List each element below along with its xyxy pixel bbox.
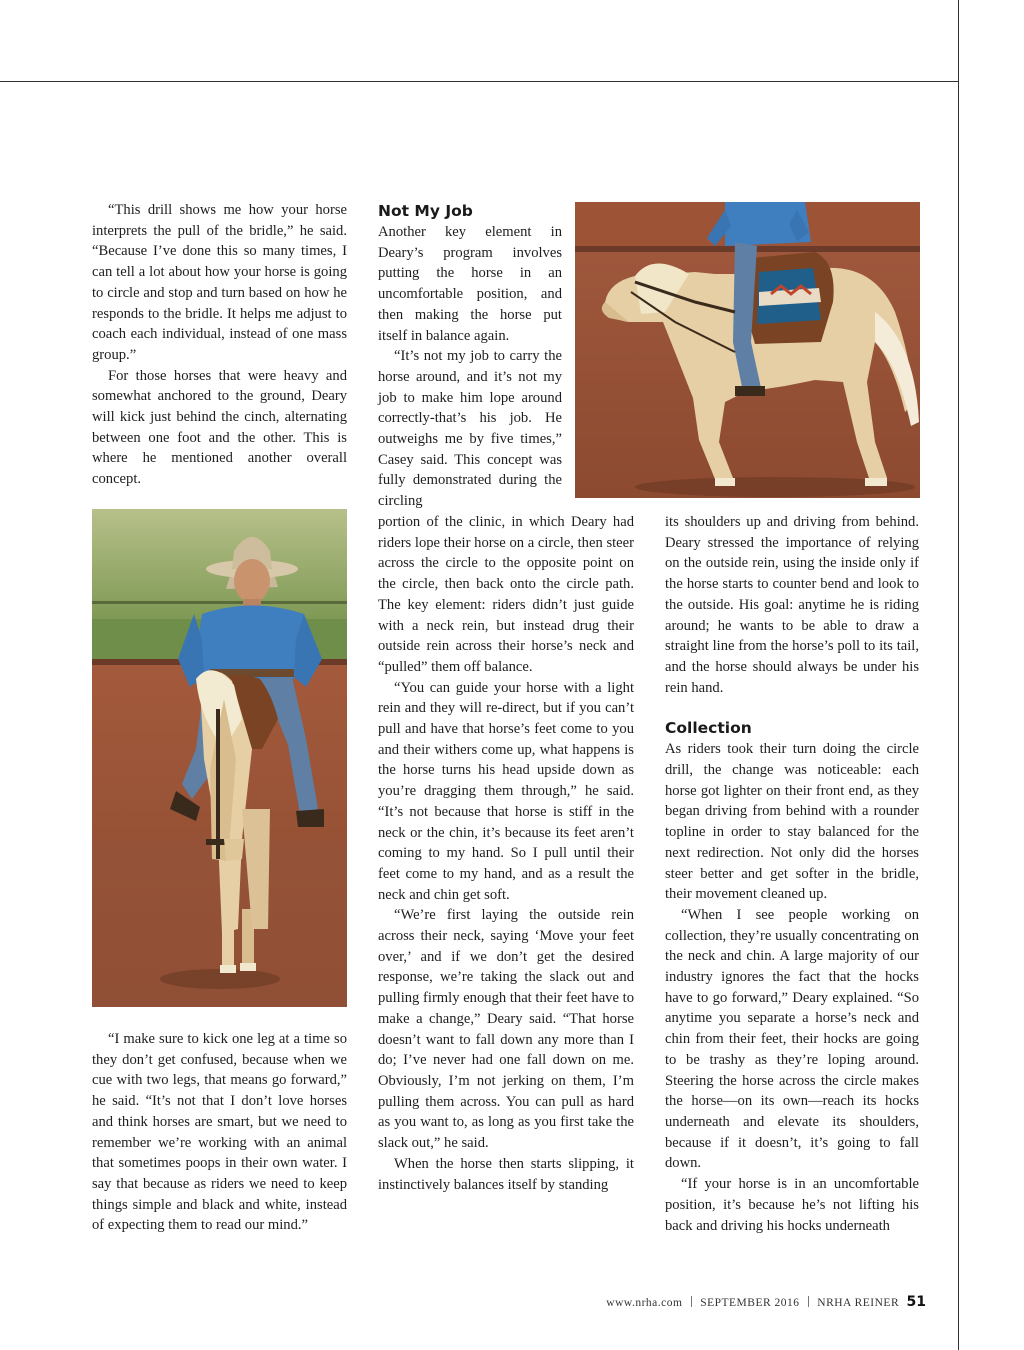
- column-2-wide: [378, 512, 634, 1195]
- col1-paragraph-1: “This drill shows me how your horse interprets the pull of the bridle,” he said. “Because I’ve done this so many times, I can tell a lot about how your horse is going to circle and stop and turn based on how he responds to the bridle. It helps me adjust to coach each individual, instead of one mass group.”: [92, 202, 347, 363]
- col2-paragraph-2: “It’s not my job to carry the horse around, and it’s not my job to make him lope around correctly-that’s his job. He outweighs me by five times,” Casey said. This concept was fully demonstrated during the circling: [378, 348, 562, 510]
- page-footer: [560, 1294, 926, 1310]
- photo-horse-loping: [575, 202, 920, 498]
- col2-paragraph-3: “You can guide your horse with a light rein and they will re-direct, but if you can’t pull and have that horse’s feet come to you and their withers come up, what happens is the horse turns his head upside down as you’re dragging them through,” he said. “It’s not because that horse is stiff in the neck or the chin, it’s because its feet aren’t coming to my hand. So I pull until their feet come to my hand, and as a result the neck and chin get soft.: [378, 679, 634, 903]
- footer-issue-date: SEPTEMBER 2016: [700, 1297, 800, 1309]
- col3-paragraph-2: As riders took their turn doing the circle drill, the change was noticeable: each horse got lighter on their front end, as they began driving from behind with a rounder topline in order to stay balanced for the next redirection. Not only did the horses steer better and get softer in the bridle, their movement cleaned up.: [665, 741, 919, 903]
- col2-paragraph-2-continued: portion of the clinic, in which Deary had riders lope their horse on a circle, then steer across the circle to the opposite point on the circle, then back onto the circle path. The key element: riders didn’t just guide with a neck rein, but instead drug their outside rein across their horse’s neck and “pulled” them off balance.: [378, 514, 634, 675]
- header-rule: [0, 81, 959, 82]
- horse-loping-illustration: [575, 202, 920, 498]
- photo-rider-facing-camera: [92, 509, 347, 1007]
- col2-paragraph-1: Another key element in Deary’s program involves putting the horse in an uncomfortable position, and then making the horse put itself in balance again.: [378, 224, 562, 344]
- col3-paragraph-3: “When I see people working on collection, they’re usually concentrating on the neck and chin. A large majority of our industry ignores the fact that the hocks have to go forward,” Deary explained. “So anytime you separate a horse’s neck and chin from their feet, their hocks are going to be trashy as they’re loping around. Steering the horse across the circle makes the horse—on its own—reach its hocks underneath and elevate its shoulders, because if it doesn’t, it’s going to fall down.: [665, 906, 919, 1172]
- col3-paragraph-1: its shoulders up and driving from behind. Deary stressed the importance of relying on the outside rein, using the inside only if the horse starts to counter bend and look to the outside. His goal: anytime he is riding around; he wants to be able to draw a straight line from the horse’s poll to its tail, and the horse should always be under his rein hand.: [665, 514, 919, 696]
- heading-collection: Collection: [665, 719, 752, 738]
- page-edge-rule: [958, 0, 959, 1350]
- column-2-narrow: [378, 201, 562, 512]
- footer-separator: [691, 1296, 692, 1307]
- rider-approaching-illustration: [92, 509, 347, 1007]
- footer-magazine-name: NRHA REINER: [817, 1297, 900, 1309]
- col3-paragraph-4: “If your horse is in an uncomfortable position, it’s because he’s not lifting his back and driving his hocks underneath: [665, 1176, 919, 1234]
- footer-separator: [808, 1296, 809, 1307]
- column-1-top: [92, 200, 347, 490]
- col2-paragraph-4: “We’re first laying the outside rein across their neck, saying ‘Move your feet over,’ and if we don’t get the desired response, we’re taking the slack out and pulling firmly enough that their feet have to make a change,” Deary said. “That horse doesn’t want to fall down any more than I do; I’ve never had one fall down on me. Obviously, I’m not jerking on them, I’m pulling them across. You can pull as hard as you want to, as long as you first take the slack out,” he said.: [378, 907, 634, 1152]
- heading-not-my-job: Not My Job: [378, 202, 473, 220]
- column-1-bottom: [92, 1029, 347, 1236]
- col2-paragraph-5: When the horse then starts slipping, it instinctively balances itself by standing: [378, 1155, 634, 1193]
- column-3: [665, 512, 919, 1236]
- col1-paragraph-2: For those horses that were heavy and somewhat anchored to the ground, Deary will kick just behind the cinch, alternating between one foot and the other. This is where he mentioned another overall concept.: [92, 367, 347, 488]
- footer-url[interactable]: www.nrha.com: [606, 1297, 683, 1309]
- col1-paragraph-3: “I make sure to kick one leg at a time so they don’t get confused, because when we cue with two legs, that means go forward,” he said. “It’s not that I don’t love horses and think horses are smart, but we need to remember we’re working with an animal that sometimes poops in their own water. I say that because as riders we need to keep things simple and black and white, instead of expecting them to read our mind.”: [92, 1031, 347, 1234]
- page-number: 51: [906, 1294, 926, 1310]
